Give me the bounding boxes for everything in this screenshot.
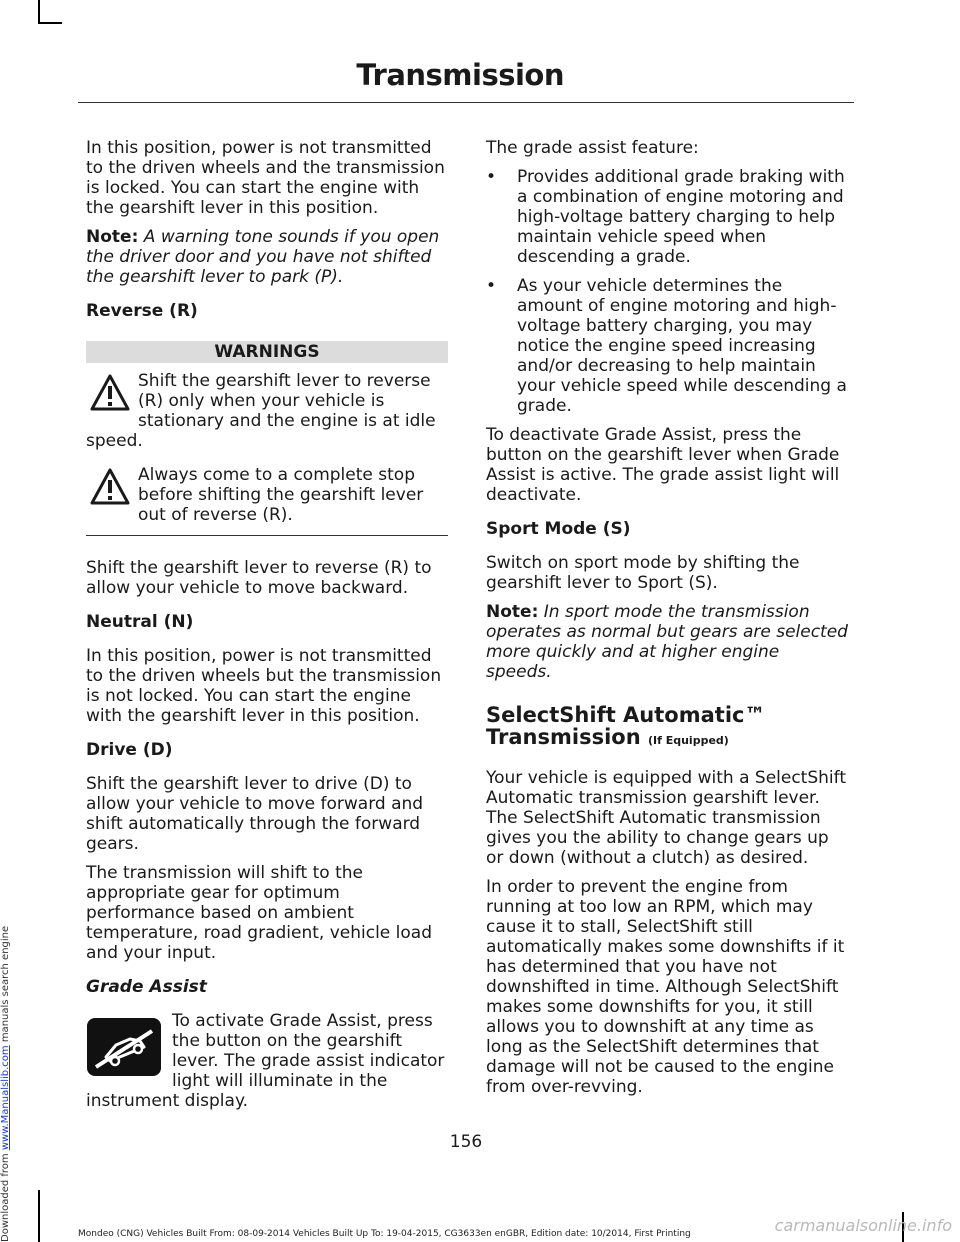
note-text: In sport mode the transmission operates as normal but gears are selected more quickly and at higher engine speeds. (486, 602, 848, 682)
section-title-selectshift (486, 704, 850, 752)
note-park-warning-tone (86, 227, 448, 287)
grade-assist-car-icon (86, 1017, 162, 1077)
note-text: A warning tone sounds if you open the driver door and you have not shifted the gearshift lever to park (P). (86, 227, 440, 287)
selectshift-description-1: Your vehicle is equipped with a SelectShift Automatic transmission gearshift lever. The SelectShift Automatic transmission gives you the ability to change gears up or down (without a clutch) as desired. (486, 768, 846, 868)
crop-mark-top-left-h (38, 22, 62, 24)
crop-mark-top-left-v (38, 0, 40, 24)
warning-2-text: Always come to a complete stop before shifting the gearshift lever out of reverse (R). (138, 465, 424, 525)
reverse-description: Shift the gearshift lever to reverse (R) to allow your vehicle to move backward. (86, 558, 432, 598)
list-item (486, 167, 850, 267)
grade-assist-feature-intro: The grade assist feature: (486, 138, 699, 158)
sport-mode-description: Switch on sport mode by shifting the gearshift lever to Sport (S). (486, 553, 800, 593)
grade-assist-block (86, 1011, 448, 1111)
bullet-icon: • (486, 276, 497, 296)
right-column (486, 138, 850, 1106)
crop-mark-bottom-left-v (38, 1190, 40, 1242)
bullet-1-text: Provides additional grade braking with a combination of engine motoring and high-voltage battery charging to help maintain vehicle speed when descending a grade. (517, 167, 845, 267)
section-title-line-1: SelectShift Automatic™ (486, 703, 766, 727)
page-title: Transmission (356, 58, 564, 92)
heading-grade-assist: Grade Assist (86, 977, 207, 997)
margin-note-prefix: Downloaded from (0, 1150, 11, 1242)
download-margin-note (0, 926, 11, 1242)
note-label: Note: (86, 227, 139, 247)
manualslib-link[interactable]: www.Manualslib.com (0, 1045, 11, 1151)
warning-1-text: Shift the gearshift lever to reverse (R) only when your vehicle is stationary and the engine is at idle speed. (86, 371, 436, 451)
heading-drive: Drive (D) (86, 740, 173, 760)
page-number: 156 (449, 1132, 483, 1152)
drive-description-1: Shift the gearshift lever to drive (D) to allow your vehicle to move forward and shift automatically through the forward gears. (86, 774, 424, 854)
heading-sport-mode: Sport Mode (S) (486, 519, 631, 539)
section-title-qualifier: (If Equipped) (647, 734, 729, 747)
warnings-divider (86, 535, 448, 536)
warning-reverse-stationary (86, 367, 448, 451)
warnings-heading: WARNINGS (86, 341, 448, 363)
park-description: In this position, power is not transmitted to the driven wheels and the transmission is locked. You can start the engine with the gearshift lever in this position. (86, 138, 445, 218)
warning-triangle-icon (90, 373, 130, 413)
watermark: carmanualsonline.info (774, 1216, 952, 1235)
heading-neutral: Neutral (N) (86, 612, 194, 632)
selectshift-description-2: In order to prevent the engine from running at too low an RPM, which may cause it to stall, SelectShift still automatically makes some downshifts if it has determined that you have not downshifted in time. Although SelectShift makes some downshifts for you, it still allows you to downshift at any time as long as the SelectShift determines that damage will not be caused to the engine from over-revving. (486, 877, 845, 1097)
margin-note-suffix: manuals search engine (0, 925, 11, 1046)
neutral-description: In this position, power is not transmitted to the driven wheels but the transmission is not locked. You can start the engine with the gearshift lever in this position. (86, 646, 442, 726)
heading-reverse: Reverse (R) (86, 301, 198, 321)
drive-description-2: The transmission will shift to the appropriate gear for optimum performance based on ambient temperature, road gradient, vehicle load and your input. (86, 863, 432, 963)
warning-triangle-icon (90, 467, 130, 507)
section-title-line-2: Transmission (486, 725, 641, 749)
left-column (86, 138, 448, 1111)
warning-complete-stop (86, 461, 448, 525)
grade-assist-feature-list (486, 167, 850, 416)
bullet-2-text: As your vehicle determines the amount of engine motoring and high-voltage battery charging, you may notice the engine speed increasing and/or decreasing to help maintain your vehicle speed while descending a grade. (517, 276, 847, 416)
list-item (486, 276, 850, 416)
note-sport-mode (486, 602, 850, 682)
note-label: Note: (486, 602, 539, 622)
deactivate-grade-assist: To deactivate Grade Assist, press the button on the gearshift lever when Grade Assist is active. The grade assist light will deactivate. (486, 425, 840, 505)
footer-edition-info: Mondeo (CNG) Vehicles Built From: 08-09-2014 Vehicles Built Up To: 19-04-2015, CG3633en enGBR, Edition date: 10/2014, First Printing (78, 1229, 691, 1239)
bullet-icon: • (486, 167, 497, 187)
header-divider (78, 102, 854, 103)
grade-assist-description: To activate Grade Assist, press the button on the gearshift lever. The grade assist indicator light will illuminate in the instrument display. (86, 1011, 445, 1111)
